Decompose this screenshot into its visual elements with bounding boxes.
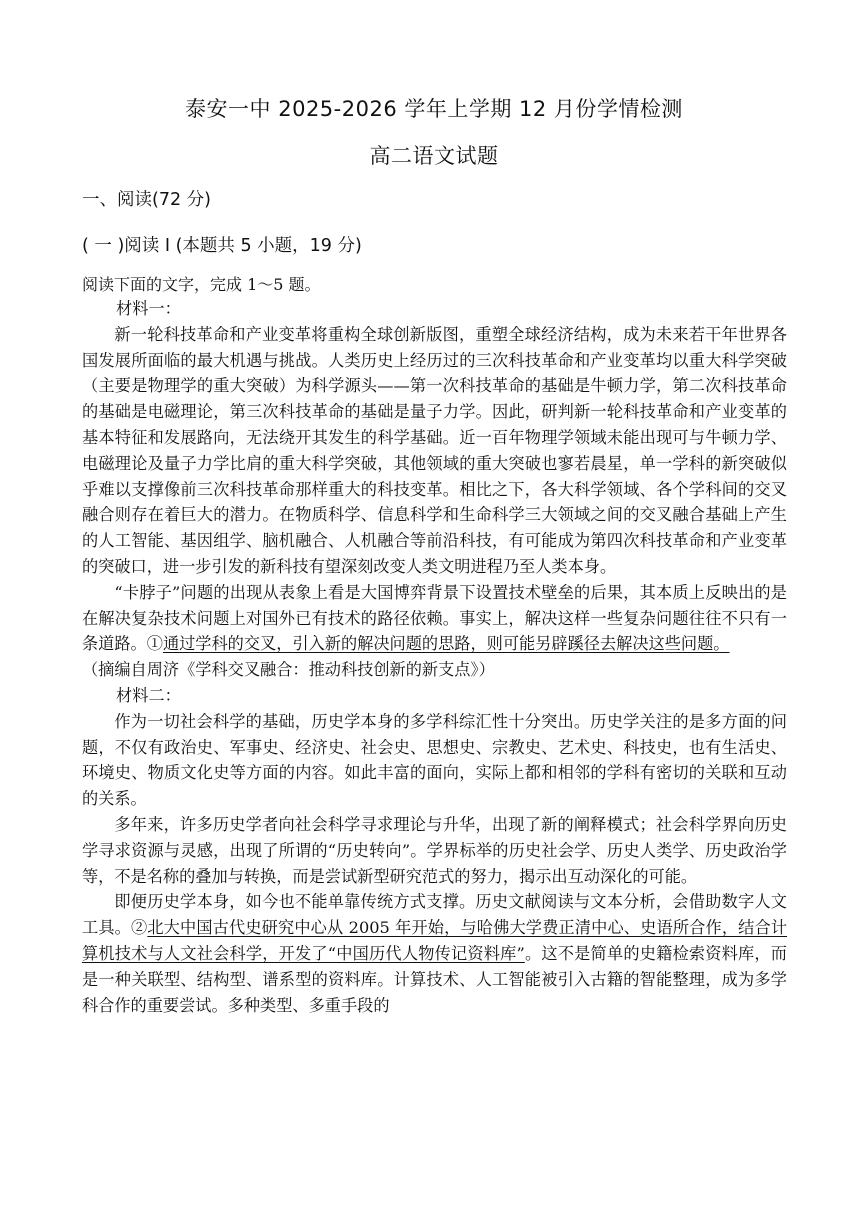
material1-paragraph-2: [82, 580, 787, 657]
material1-paragraph-1: 新一轮科技革命和产业变革将重构全球创新版图，重塑全球经济结构，成为未来若干年世界各国发展所面临的最大机遇与挑战。人类历史上经历过的三次科技革命和产业变革均以重大科学突破（主要是物理学的重大突破）为科学源头——第一次科技革命的基础是牛顿力学，第二次科技革命的基础是电磁理论，第三次科技革命的基础是量子力学。因此，研判新一轮科技革命和产业变革的基本特征和发展路向，无法绕开其发生的科学基础。近一百年物理学领域未能出现可与牛顿力学、电磁理论及量子力学比肩的重大科学突破，其他领域的重大突破也寥若晨星，单一学科的新突破似乎难以支撑像前三次科技革命那样重大的科技变革。相比之下，各大科学领域、各个学科间的交叉融合则存在着巨大的潜力。在物质科学、信息科学和生命科学三大领域之间的交叉融合基础上产生的人工智能、基因组学、脑机融合、人机融合等前沿科技，有可能成为第四次科技革命和产业变革的突破口，进一步引发的新科技有望深刻改变人类文明进程乃至人类本身。: [82, 324, 787, 576]
section-heading: 一、阅读(72 分): [82, 190, 211, 210]
material1-label: 材料一：: [116, 299, 181, 318]
underlined-sentence-2: 北大中国古代史研究中心从 2005 年开始，与哈佛大学费正清中心、史语所合作，结合计算机技术与人文社会科学，开发了“中国历代人物传记资料库”: [82, 918, 788, 963]
sub-section-heading: ( 一 )阅读 I (本题共 5 小题，19 分): [82, 236, 362, 256]
exam-subtitle: 高二语文试题: [369, 144, 499, 168]
material2-paragraph-3-end: 。这不是简单的史籍检索资料库，而是一种关联型、结构型、谱系型的资料库。计算技术、人工智能被引入古籍的智能整理，成为多学科合作的重要尝试。多种类型、多重手段的: [82, 943, 787, 1015]
material2-paragraph-3-text: 即便历史学本身，如今也不能单靠传统方式支撑。历史文献阅读与文本分析，会借助数字人文工具。②: [82, 892, 787, 938]
material2-label: 材料二：: [116, 685, 181, 705]
material2-paragraph-1: 作为一切社会科学的基础，历史学本身的多学科综汇性十分突出。历史学关注的是多方面的问题，不仅有政治史、军事史、经济史、社会史、思想史、宗教史、艺术史、科技史，也有生活史、环境史、物质文化史等方面的内容。如此丰富的面向，实际上都和相邻的学科有密切的关联和互动的关系。: [82, 711, 787, 809]
material2-paragraph-3: [82, 889, 787, 1018]
material2-paragraph-2: 多年来，许多历史学者向社会科学寻求理论与升华，出现了新的阐释模式；社会科学界向历史学寻求资源与灵感，出现了所谓的“历史转向”。学界标举的历史社会学、历史人类学、历史政治学等，不是名称的叠加与转换，而是尝试新型研究范式的努力，揭示出互动深化的可能。: [82, 814, 787, 886]
material1-paragraph-2-text: “卡脖子”问题的出现从表象上看是大国博弈背景下设置技术壁垒的后果，其本质上反映出的是在解决复杂技术问题上对国外已有技术的路径依赖。事实上，解决这样一些复杂问题往往不只有一条道路。①: [82, 582, 787, 654]
reading-passage: [82, 296, 787, 1018]
material1-source: （摘编自周济《学科交叉融合：推动科技创新的新支点》）: [82, 660, 495, 680]
underlined-sentence-1: 通过学科的交叉，引入新的解决问题的思路，则可能另辟蹊径去解决这些问题。: [162, 634, 730, 654]
exam-title: 泰安一中 2025-2026 学年上学期 12 月份学情检测: [185, 97, 683, 121]
instruction-text: 阅读下面的文字，完成 1～5 题。: [82, 275, 321, 294]
